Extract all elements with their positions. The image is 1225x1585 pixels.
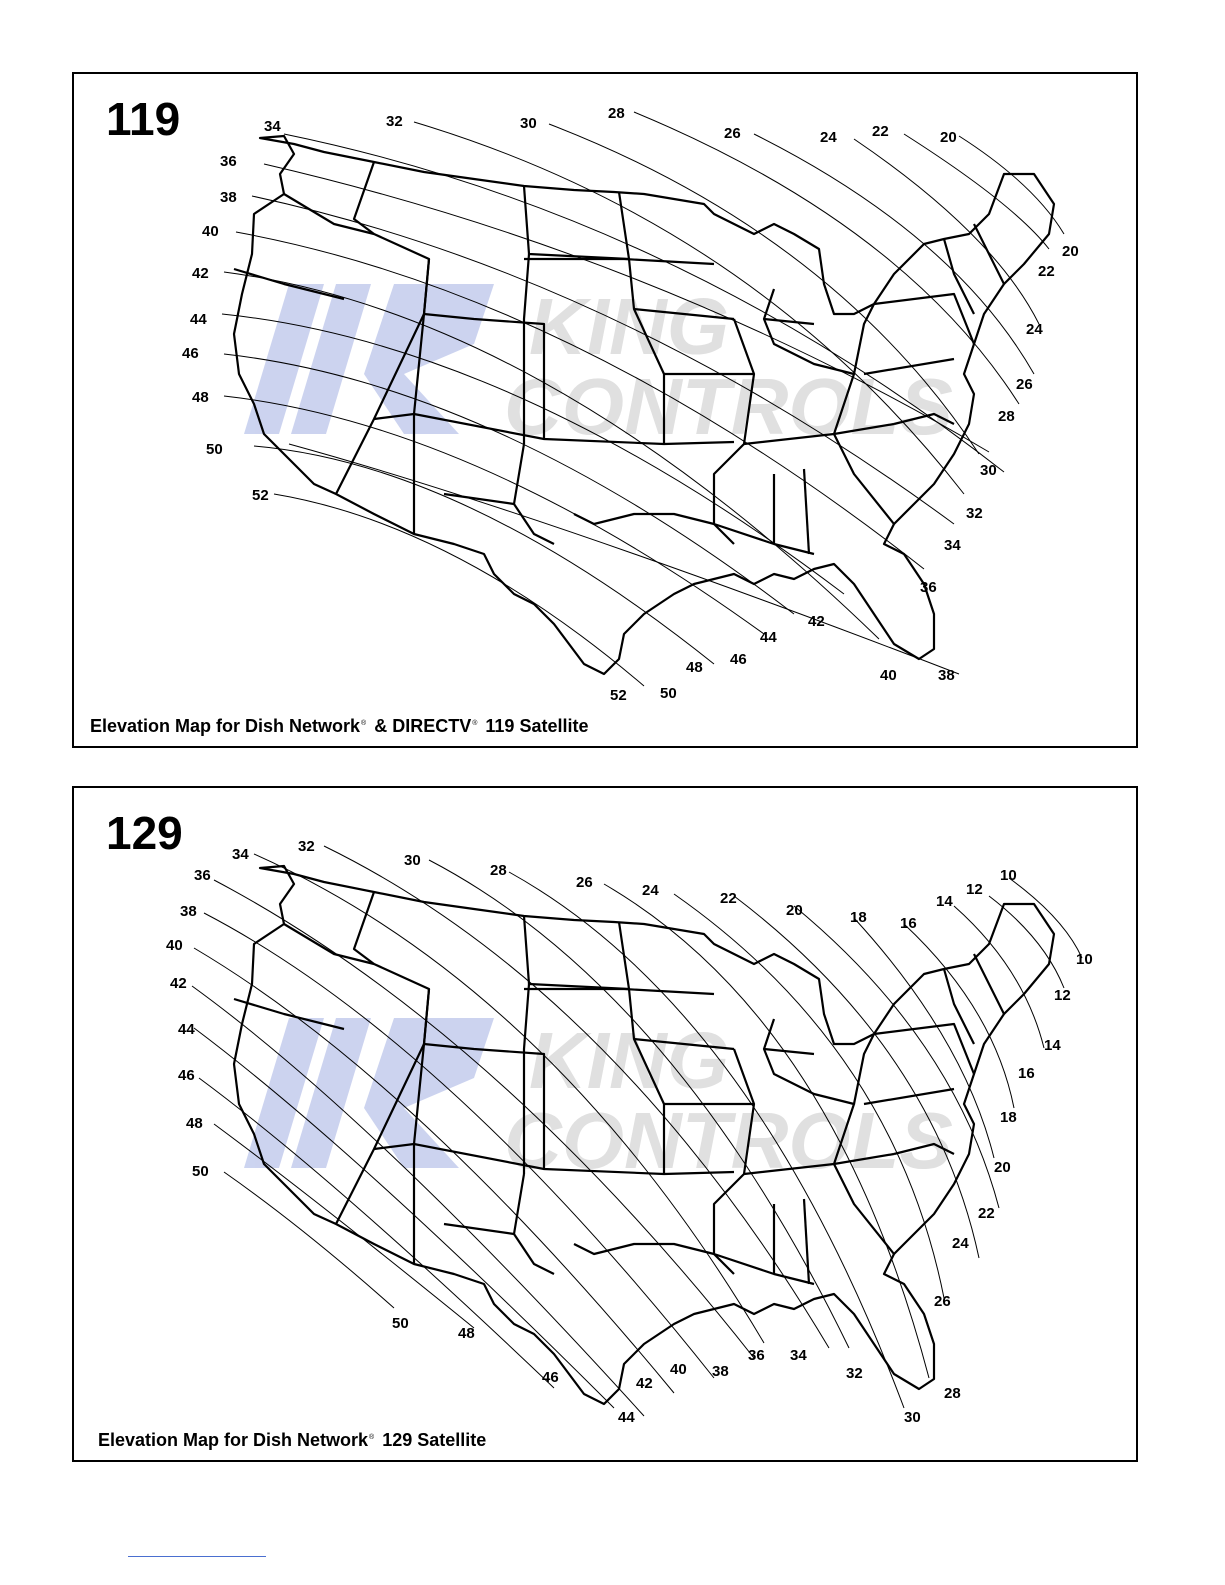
elevation-label-top: 24 [642,882,659,899]
elevation-label-bottom: 36 [748,1347,765,1364]
registered-mark: ® [361,720,367,727]
elevation-label-top: 28 [490,862,507,879]
elevation-label-bottom: 46 [542,1369,559,1386]
elevation-label-right: 26 [1016,376,1033,393]
map-svg-129 [74,788,1136,1460]
elevation-label-top: 20 [786,902,803,919]
elevation-label-bottom: 40 [670,1361,687,1378]
elevation-label-left: 42 [170,975,187,992]
elevation-label-left: 46 [182,345,199,362]
elevation-label-bottom: 48 [686,659,703,676]
footer-link-underline[interactable] [128,1556,266,1557]
elevation-label-right: 10 [1076,951,1093,968]
elevation-label-right: 36 [920,579,937,596]
elevation-label-left: 52 [252,487,269,504]
watermark [244,282,953,451]
elevation-label-bottom: 44 [618,1409,635,1426]
caption-suffix: 119 Satellite [480,716,589,736]
elevation-label-right: 28 [998,408,1015,425]
elevation-label-left: 40 [166,937,183,954]
elevation-label-bottom: 40 [880,667,897,684]
satellite-number: 119 [106,93,181,145]
elevation-label-right: 22 [1038,263,1055,280]
elevation-label-left: 36 [220,153,237,170]
elevation-label-bottom: 50 [392,1315,409,1332]
watermark-line1: KING [529,1016,729,1105]
elevation-label-right: 14 [1044,1037,1061,1054]
elevation-label-left: 38 [220,189,237,206]
elevation-label-top: 28 [608,105,625,122]
elevation-label-left: 50 [206,441,223,458]
elevation-label-bottom: 38 [938,667,955,684]
elevation-label-bottom: 50 [660,685,677,702]
elevation-label-top: 30 [520,115,537,132]
elevation-label-left: 34 [264,118,281,135]
registered-mark: ® [369,1434,375,1441]
elevation-label-top: 18 [850,909,867,926]
elevation-label-top: 22 [872,123,889,140]
registered-mark-2: ® [472,720,478,727]
elevation-label-right: 28 [944,1385,961,1402]
elevation-label-top: 20 [940,129,957,146]
elevation-label-bottom: 44 [760,629,777,646]
satellite-number: 129 [106,807,183,859]
watermark-line1: KING [529,282,729,371]
elevation-label-right: 24 [1026,321,1043,338]
elevation-label-top: 30 [404,852,421,869]
elevation-label-bottom: 42 [636,1375,653,1392]
watermark-line2: CONTROLS [504,362,953,451]
caption-prefix: Elevation Map for Dish Network [90,716,361,736]
elevation-label-right: 12 [1054,987,1071,1004]
elevation-label-bottom: 42 [808,613,825,630]
watermark-line2: CONTROLS [504,1096,953,1185]
elevation-label-top: 22 [720,890,737,907]
elevation-label-top: 16 [900,915,917,932]
map-caption [98,1430,486,1451]
elevation-label-left: 44 [190,311,207,328]
elevation-label-right: 24 [952,1235,969,1252]
elevation-label-top: 32 [386,113,403,130]
elevation-label-top: 32 [298,838,315,855]
caption-mid: & DIRECTV [369,716,472,736]
elevation-label-bottom: 30 [904,1409,921,1426]
elevation-label-right: 22 [978,1205,995,1222]
elevation-label-left: 50 [192,1163,209,1180]
elevation-label-bottom: 52 [610,687,627,704]
elevation-label-right: 30 [980,462,997,479]
elevation-label-right: 16 [1018,1065,1035,1082]
elevation-label-bottom: 38 [712,1363,729,1380]
caption-suffix: 129 Satellite [377,1430,487,1450]
elevation-label-left: 48 [186,1115,203,1132]
elevation-label-top: 34 [232,846,249,863]
elevation-label-bottom: 32 [846,1365,863,1382]
elevation-map-panel-119 [72,72,1138,748]
elevation-label-bottom: 46 [730,651,747,668]
elevation-label-bottom: 34 [790,1347,807,1364]
elevation-label-left: 44 [178,1021,195,1038]
elevation-label-right: 20 [994,1159,1011,1176]
elevation-label-right: 26 [934,1293,951,1310]
map-svg-119 [74,74,1136,746]
map-caption [90,716,588,737]
elevation-label-left: 40 [202,223,219,240]
elevation-label-right: 34 [944,537,961,554]
elevation-label-left: 36 [194,867,211,884]
elevation-label-right: 20 [1062,243,1079,260]
elevation-label-right: 32 [966,505,983,522]
elevation-label-right: 18 [1000,1109,1017,1126]
elevation-label-left: 48 [192,389,209,406]
elevation-label-top: 10 [1000,867,1017,884]
elevation-label-left: 38 [180,903,197,920]
elevation-label-top: 26 [724,125,741,142]
elevation-label-top: 24 [820,129,837,146]
elevation-label-left: 46 [178,1067,195,1084]
elevation-label-top: 26 [576,874,593,891]
elevation-label-top: 14 [936,893,953,910]
watermark [244,1016,953,1185]
elevation-label-left: 42 [192,265,209,282]
caption-prefix: Elevation Map for Dish Network [98,1430,369,1450]
elevation-map-panel-129 [72,786,1138,1462]
elevation-label-bottom: 48 [458,1325,475,1342]
elevation-label-top: 12 [966,881,983,898]
